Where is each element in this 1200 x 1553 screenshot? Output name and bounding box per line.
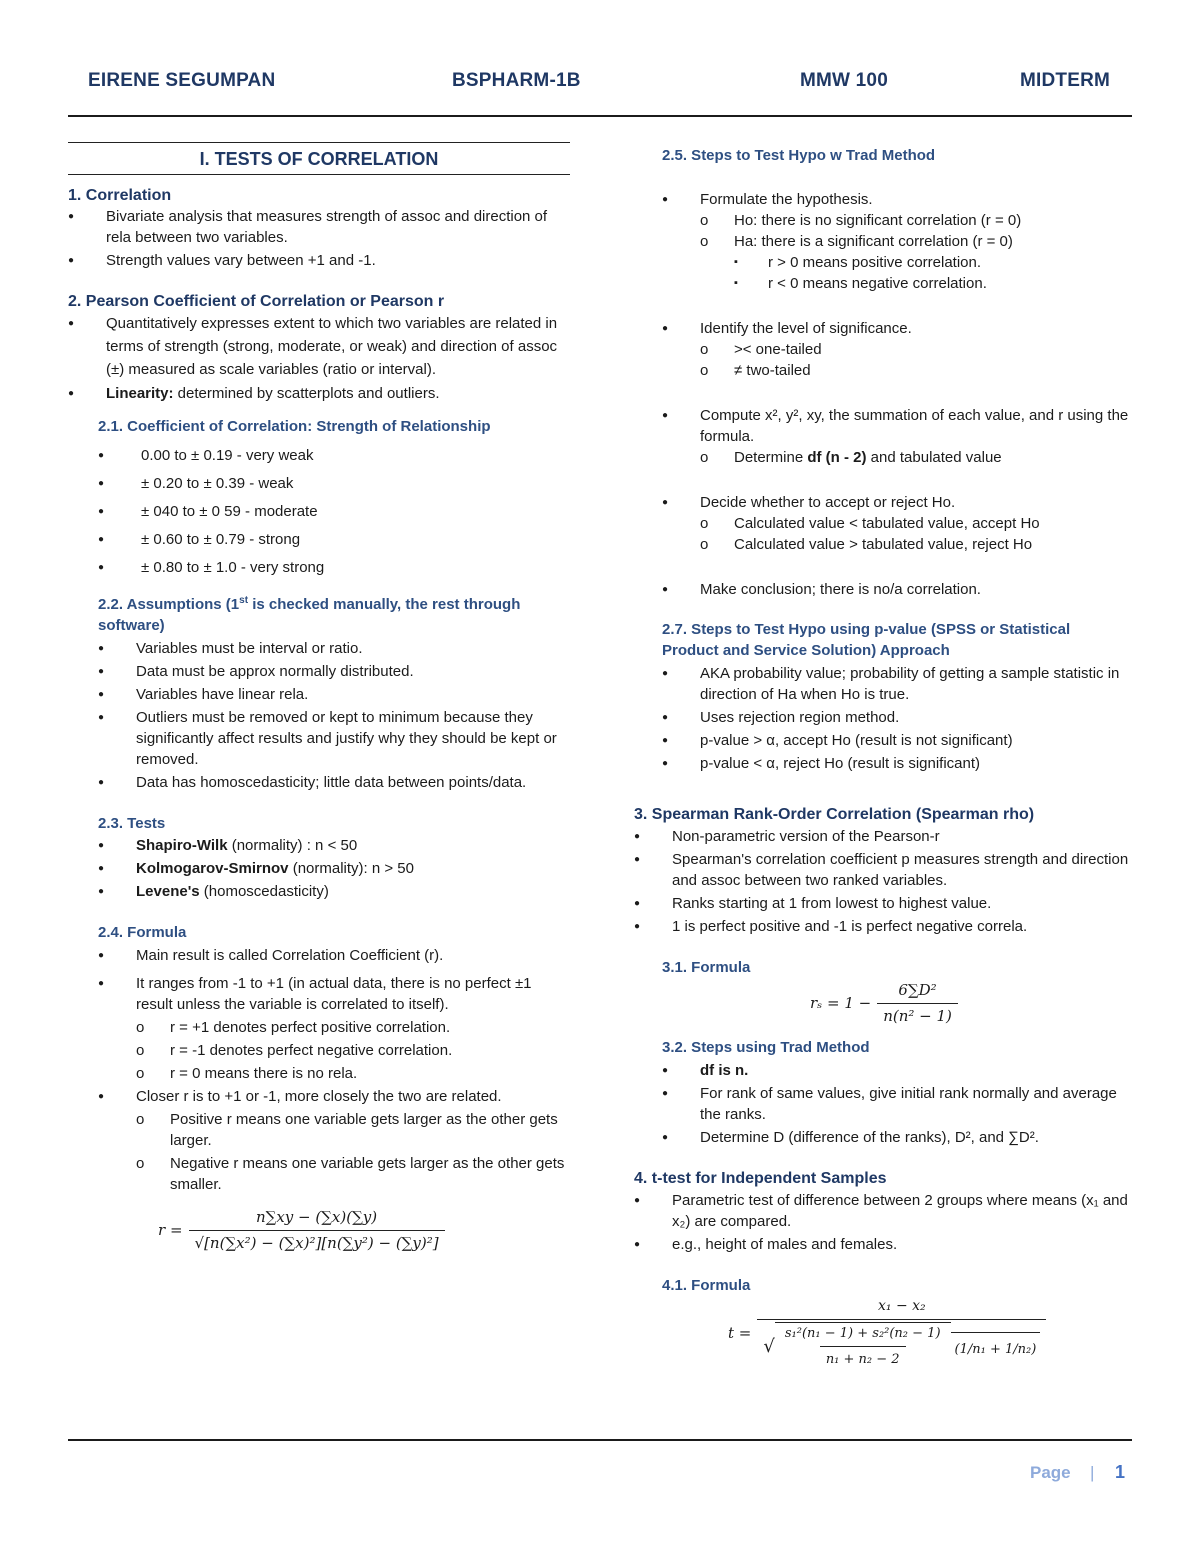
page-separator: |	[1090, 1463, 1095, 1482]
tests-list	[98, 835, 570, 902]
list-item	[98, 973, 570, 1084]
list-item: ● Parametric test of difference between 2 groups where means (x₁ and x₂) are compared.	[634, 1190, 1134, 1232]
strength-list	[98, 445, 570, 578]
list-item: ● Spearman's correlation coefficient p measures strength and direction and assoc between two ranked variables.	[634, 849, 1134, 891]
heading-pearson: 2. Pearson Coefficient of Correlation or Pearson r	[68, 293, 445, 310]
inner-tail: (1/n₁ + 1/n₂)	[951, 1332, 1041, 1360]
sub-list-item: o Positive r means one variable gets larger as the other gets larger.	[136, 1109, 570, 1151]
sub-list-item: o Calculated value > tabulated value, reject Ho	[700, 534, 1134, 555]
list-item: ● p-value < α, reject Ho (result is significant)	[662, 753, 1134, 774]
list-item: ● 0.00 to ± 0.19 - very weak	[98, 445, 570, 466]
inner-denominator: n₁ + n₂ − 2	[820, 1346, 906, 1370]
list-item	[662, 189, 1134, 294]
list-item	[662, 318, 1134, 381]
list-item: ● e.g., height of males and females.	[634, 1234, 1134, 1255]
course-label: BSPHARM-1B	[452, 70, 581, 91]
sub-list	[700, 513, 1134, 555]
list-item	[98, 881, 570, 902]
step-text: Formulate the hypothesis.	[700, 191, 873, 208]
sub-list-item: o r = -1 denotes perfect negative correlation.	[136, 1040, 570, 1061]
page-number: 1	[1115, 1462, 1126, 1482]
term-label: MIDTERM	[1020, 70, 1111, 91]
list-item	[98, 835, 570, 856]
sub-sub-list-item: ▪ r > 0 means positive correlation.	[734, 252, 1134, 273]
list-item: ● ± 0.20 to ± 0.39 - weak	[98, 473, 570, 494]
list-item: ● p-value > α, accept Ho (result is not significant)	[662, 730, 1134, 751]
list-item: ● Determine D (difference of the ranks), D², and ∑D².	[662, 1127, 1134, 1148]
heading-correlation: 1. Correlation	[68, 187, 172, 204]
test-name: Kolmogarov-Smirnov	[136, 860, 289, 877]
list-item: ● Main result is called Correlation Coefficient (r).	[98, 945, 570, 966]
left-column	[68, 142, 570, 1254]
list-item	[662, 1060, 1134, 1081]
sub-list-item	[700, 447, 1134, 468]
heading-spearman-steps: 3.2. Steps using Trad Method	[662, 1039, 870, 1056]
formula-fraction	[757, 1296, 1046, 1370]
formula-lhs: r =	[158, 1221, 183, 1239]
inner-fraction	[775, 1322, 951, 1370]
sub-text: and tabulated value	[866, 449, 1002, 466]
list-item: ● Variables must be interval or ratio.	[98, 638, 570, 659]
list-item: ● Non-parametric version of the Pearson-r	[634, 826, 1134, 847]
list-item	[98, 1086, 570, 1195]
spearman-list	[634, 826, 1134, 937]
list-item: ● Make conclusion; there is no/a correlation.	[662, 579, 1134, 600]
sub-bold: df (n - 2)	[807, 449, 867, 466]
list-item: ● Variables have linear rela.	[98, 684, 570, 705]
sub-list-item: o Calculated value < tabulated value, accept Ho	[700, 513, 1134, 534]
list-item	[662, 492, 1134, 555]
sub-sub-list	[734, 252, 1134, 294]
assumptions-list	[98, 638, 570, 793]
heading-tests: 2.3. Tests	[98, 815, 166, 832]
list-item-text: Closer r is to +1 or -1, more closely the two are related.	[136, 1088, 502, 1105]
list-item: ● ± 0.80 to ± 1.0 - very strong	[98, 557, 570, 578]
sub-list-item: o r = 0 means there is no rela.	[136, 1063, 570, 1084]
assumptions-title-pre: 2.2. Assumptions (1	[98, 596, 240, 613]
list-item	[98, 858, 570, 879]
heading-trad-method: 2.5. Steps to Test Hypo w Trad Method	[662, 147, 936, 164]
sub-list-item: o r = +1 denotes perfect positive correlation.	[136, 1017, 570, 1038]
test-desc: (normality): n > 50	[288, 860, 414, 877]
list-item: ● Ranks starting at 1 from lowest to highest value.	[634, 893, 1134, 914]
list-item: ● Outliers must be removed or kept to minimum because they significantly affect results and justify why they should be kept or removed.	[98, 707, 570, 770]
ttest-formula	[728, 1296, 1134, 1370]
step-text: Compute x², y², xy, the summation of each value, and r using the formula.	[700, 407, 1129, 445]
formula-denominator: √[n(∑x²) − (∑x)²][n(∑y²) − (∑y)²]	[189, 1230, 445, 1254]
heading-ttest: 4. t-test for Independent Samples	[634, 1170, 887, 1187]
step-text: Decide whether to accept or reject Ho.	[700, 494, 956, 511]
sub-list	[136, 1109, 570, 1195]
formula-numerator: x₁ − x₂	[878, 1298, 926, 1314]
df-label: df	[700, 1062, 715, 1079]
pearson-list	[68, 312, 570, 404]
list-item: ● 1 is perfect positive and -1 is perfect negative correla.	[634, 916, 1134, 937]
heading-strength: 2.1. Coefficient of Correlation: Strength of Relationship	[98, 418, 491, 435]
sub-list-item: o >< one-tailed	[700, 339, 1134, 360]
pvalue-list	[662, 663, 1134, 774]
list-item: ● For rank of same values, give initial rank normally and average the ranks.	[662, 1083, 1134, 1125]
list-item	[68, 383, 570, 404]
correlation-list	[68, 206, 570, 271]
header-rule	[68, 115, 1132, 117]
sub-list-item: o Ho: there is no significant correlation (r = 0)	[700, 210, 1134, 231]
sub-list	[700, 447, 1134, 468]
formula-lhs: rₛ = 1 −	[810, 994, 872, 1012]
list-item: ● Data must be approx normally distributed.	[98, 661, 570, 682]
assumptions-title-sup: st	[239, 595, 249, 606]
formula-fraction	[189, 1207, 445, 1254]
heading-assumptions	[98, 590, 570, 636]
linearity-label: Linearity:	[106, 385, 174, 402]
list-item: ● ± 0.60 to ± 0.79 - strong	[98, 529, 570, 550]
list-item: ● Data has homoscedasticity; little data between points/data.	[98, 772, 570, 793]
sub-list-item: o Negative r means one variable gets larger as the other gets smaller.	[136, 1153, 570, 1195]
assumptions-title-post: is checked manually, the rest through software)	[98, 596, 521, 634]
list-item	[662, 405, 1134, 468]
step-text: Identify the level of significance.	[700, 320, 912, 337]
list-item: ● AKA probability value; probability of getting a sample statistic in direction of Ha when Ho is true.	[662, 663, 1134, 705]
section-title: I. TESTS OF CORRELATION	[68, 142, 570, 175]
formula-fraction	[877, 980, 958, 1027]
formula-numerator: n∑xy − (∑x)(∑y)	[255, 1208, 378, 1226]
right-column	[634, 145, 1134, 1370]
list-item: ● Strength values vary between +1 and -1.	[68, 250, 570, 271]
heading-ttest-formula: 4.1. Formula	[662, 1277, 751, 1294]
test-name: Levene's	[136, 883, 200, 900]
formula-lhs: t =	[728, 1323, 752, 1342]
sub-list	[136, 1017, 570, 1084]
heading-spearman: 3. Spearman Rank-Order Correlation (Spearman rho)	[634, 806, 1035, 823]
trad-steps-list	[662, 189, 1134, 600]
author-name: EIRENE SEGUMPAN	[88, 70, 276, 91]
sub-list-item: o Ha: there is a significant correlation (r = 0)	[700, 231, 1134, 252]
list-item: ● Bivariate analysis that measures strength of assoc and direction of rela between two variables.	[68, 206, 570, 248]
sub-list-item: o ≠ two-tailed	[700, 360, 1134, 381]
heading-formula: 2.4. Formula	[98, 924, 187, 941]
pearson-formula	[158, 1207, 570, 1254]
inner-numerator: s₁²(n₁ − 1) + s₂²(n₂ − 1)	[784, 1326, 941, 1341]
spearman-formula	[810, 980, 1134, 1027]
list-item: ● Uses rejection region method.	[662, 707, 1134, 728]
df-text: is n.	[714, 1062, 749, 1079]
test-desc: (normality) : n < 50	[227, 837, 358, 854]
page-label: Page	[1030, 1463, 1071, 1482]
sub-list	[700, 339, 1134, 381]
heading-spearman-formula: 3.1. Formula	[662, 959, 751, 976]
formula-numerator: 6∑D²	[898, 981, 937, 999]
list-item: ● Quantitatively expresses extent to which two variables are related in terms of strength (strong, moderate, or weak) and direction of assoc (±) measured as scale variables (ratio or interval).	[68, 312, 570, 381]
test-name: Shapiro-Wilk	[136, 837, 228, 854]
formula-list	[98, 945, 570, 1195]
list-item: ● ± 040 to ± 0 59 - moderate	[98, 501, 570, 522]
list-item-text: It ranges from -1 to +1 (in actual data, there is no perfect ±1 result unless the variable is correlated to itself).	[136, 975, 532, 1013]
ttest-list	[634, 1190, 1134, 1255]
sub-list	[700, 210, 1134, 252]
subject-label: MMW 100	[800, 70, 888, 91]
linearity-text: determined by scatterplots and outliers.	[173, 385, 440, 402]
formula-denominator: n(n² − 1)	[877, 1003, 958, 1027]
test-desc: (homoscedasticity)	[199, 883, 329, 900]
sqrt-icon: √	[763, 1335, 775, 1357]
formula-denominator	[757, 1319, 1046, 1370]
footer-rule	[68, 1439, 1132, 1441]
heading-pvalue: 2.7. Steps to Test Hypo using p-value (SPSS or Statistical Product and Service Solution) Approach	[662, 621, 1071, 659]
sub-text: Determine	[734, 449, 808, 466]
sub-sub-list-item: ▪ r < 0 means negative correlation.	[734, 273, 1134, 294]
spearman-steps-list	[662, 1060, 1134, 1148]
